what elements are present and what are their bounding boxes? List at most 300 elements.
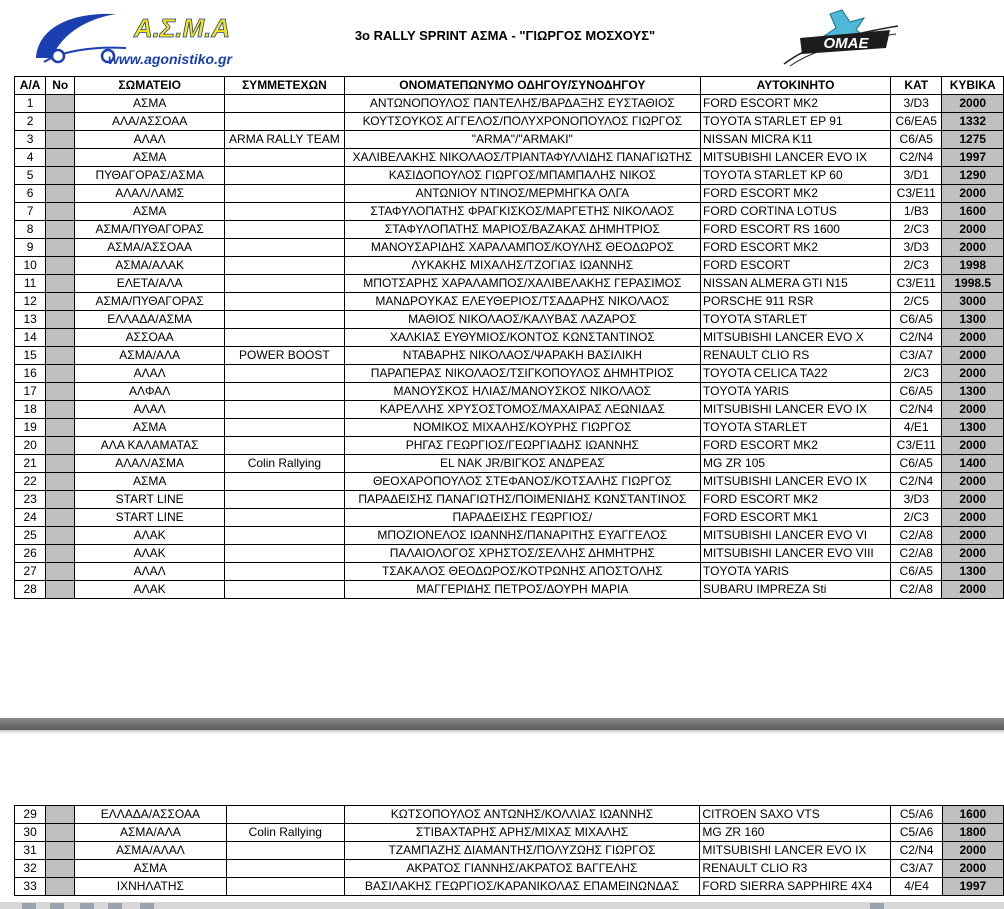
club-cell: ΕΛΕΤΑ/ΑΛΑ: [75, 275, 225, 293]
entry-number-cell: 16: [15, 365, 46, 383]
team-cell: [225, 203, 344, 221]
club-cell: ΑΣΜΑ: [75, 419, 225, 437]
table-row: [15, 806, 1004, 824]
table-row: [15, 509, 1004, 527]
class-cell: 2/C3: [891, 365, 942, 383]
crew-cell: ΘΕΟΧΑΡΟΠΟΥΛΟΣ ΣΤΕΦΑΝΟΣ/ΚΟΤΣΑΛΗΣ ΓΙΩΡΓΟΣ: [344, 473, 700, 491]
taskbar-icon[interactable]: [50, 903, 64, 909]
table-row: [15, 275, 1004, 293]
car-cell: MITSUBISHI LANCER EVO VIII: [701, 545, 891, 563]
entry-number-cell: 5: [15, 167, 46, 185]
club-cell: ΑΛΑΛ: [75, 401, 225, 419]
car-number-cell: [46, 149, 75, 167]
taskbar-icon[interactable]: [870, 903, 884, 909]
class-cell: 2/C3: [891, 221, 942, 239]
cc-cell: 1290: [942, 167, 1004, 185]
cc-cell: 2000: [942, 329, 1004, 347]
col-header-crew: ΟΝΟΜΑΤΕΠΩΝΥΜΟ ΟΔΗΓΟΥ/ΣΥΝΟΔΗΓΟΥ: [344, 77, 700, 95]
car-cell: FORD CORTINA LOTUS: [701, 203, 891, 221]
car-number-cell: [46, 293, 75, 311]
crew-cell: ΜΠΟΖΙΟΝΕΛΟΣ ΙΩΑΝΝΗΣ/ΠΑΝΑΡΙΤΗΣ ΕΥΑΓΓΕΛΟΣ: [344, 527, 700, 545]
table-row: [15, 473, 1004, 491]
team-cell: [226, 878, 344, 896]
entry-number-cell: 29: [15, 806, 46, 824]
table-row: [15, 491, 1004, 509]
table-row: [15, 401, 1004, 419]
car-cell: MITSUBISHI LANCER EVO VI: [701, 527, 891, 545]
entries-table-page2-body: [15, 806, 1004, 896]
crew-cell: ΚΑΣΙΔΟΠΟΥΛΟΣ ΓΙΩΡΓΟΣ/ΜΠΑΜΠΑΛΗΣ ΝΙΚΟΣ: [344, 167, 700, 185]
car-cell: FORD ESCORT MK2: [701, 185, 891, 203]
class-cell: C6/A5: [891, 563, 942, 581]
crew-cell: ΚΑΡΕΛΛΗΣ ΧΡΥΣΟΣΤΟΜΟΣ/ΜΑΧΑΙΡΑΣ ΛΕΩΝΙΔΑΣ: [344, 401, 700, 419]
class-cell: C2/A8: [891, 527, 942, 545]
cc-cell: 1998.5: [942, 275, 1004, 293]
omae-logo: [780, 4, 900, 70]
table-row: [15, 293, 1004, 311]
cc-cell: 2000: [942, 95, 1004, 113]
team-cell: [225, 239, 344, 257]
crew-cell: ΜΑΓΓΕΡΙΔΗΣ ΠΕΤΡΟΣ/ΔΟΥΡΗ ΜΑΡΙΑ: [344, 581, 700, 599]
class-cell: C5/A6: [891, 806, 942, 824]
class-cell: C2/N4: [891, 842, 942, 860]
car-number-cell: [46, 842, 75, 860]
team-cell: [225, 509, 344, 527]
cc-cell: 2000: [942, 473, 1004, 491]
taskbar-icon[interactable]: [80, 903, 94, 909]
crew-cell: ΜΑΘΙΟΣ ΝΙΚΟΛΑΟΣ/ΚΑΛΥΒΑΣ ΛΑΖΑΡΟΣ: [344, 311, 700, 329]
crew-cell: ΠΑΡΑΔΕΙΣΗΣ ΓΕΩΡΓΙΟΣ/: [344, 509, 700, 527]
team-cell: [225, 275, 344, 293]
col-header-club: ΣΩΜΑΤΕΙΟ: [75, 77, 225, 95]
entry-number-cell: 32: [15, 860, 46, 878]
club-cell: ΑΛΑ ΚΑΛΑΜΑΤΑΣ: [75, 437, 225, 455]
team-cell: [225, 437, 344, 455]
entries-table: [14, 76, 1004, 599]
car-cell: FORD ESCORT MK2: [701, 95, 891, 113]
club-cell: ΑΣΜΑ: [74, 860, 226, 878]
entry-number-cell: 20: [15, 437, 46, 455]
club-cell: ΑΣΜΑ/ΑΛΑΛ: [74, 842, 226, 860]
class-cell: 4/E4: [891, 878, 942, 896]
entries-table-body: [15, 95, 1004, 599]
cc-cell: 1275: [942, 131, 1004, 149]
class-cell: 1/B3: [891, 203, 942, 221]
entry-number-cell: 27: [15, 563, 46, 581]
cc-cell: 2000: [942, 842, 1003, 860]
car-cell: FORD ESCORT: [701, 257, 891, 275]
cc-cell: 1300: [942, 419, 1004, 437]
cc-cell: 1600: [942, 806, 1003, 824]
car-number-cell: [46, 419, 75, 437]
car-cell: RENAULT CLIO R3: [700, 860, 891, 878]
crew-cell: ΛΥΚΑΚΗΣ ΜΙΧΑΛΗΣ/ΤΖΟΓΙΑΣ ΙΩΑΝΝΗΣ: [344, 257, 700, 275]
cc-cell: 2000: [942, 365, 1004, 383]
taskbar-icon[interactable]: [140, 903, 154, 909]
team-cell: [225, 365, 344, 383]
crew-cell: ΚΩΤΣΟΠΟΥΛΟΣ ΑΝΤΩΝΗΣ/ΚΟΛΛΙΑΣ ΙΩΑΝΝΗΣ: [344, 806, 700, 824]
car-cell: TOYOTA STARLET: [701, 311, 891, 329]
omae-logo-name: ΟΜΑΕ: [823, 35, 869, 52]
car-cell: RENAULT CLIO RS: [701, 347, 891, 365]
table-row: [15, 185, 1004, 203]
table-row: [15, 842, 1004, 860]
class-cell: C2/A8: [891, 545, 942, 563]
cc-cell: 2000: [942, 401, 1004, 419]
cc-cell: 2000: [942, 221, 1004, 239]
class-cell: C6/A5: [891, 383, 942, 401]
entry-number-cell: 14: [15, 329, 46, 347]
crew-cell: ΤΖΑΜΠΑΖΗΣ ΔΙΑΜΑΝΤΗΣ/ΠΟΛΥΖΩΗΣ ΓΙΩΡΓΟΣ: [344, 842, 700, 860]
club-cell: ΑΛΑΛ: [75, 563, 225, 581]
car-cell: CITROEN SAXO VTS: [700, 806, 891, 824]
cc-cell: 1400: [942, 455, 1004, 473]
car-number-cell: [46, 329, 75, 347]
class-cell: 3/D1: [891, 167, 942, 185]
class-cell: 3/D3: [891, 491, 942, 509]
team-cell: [225, 563, 344, 581]
entry-number-cell: 30: [15, 824, 46, 842]
class-cell: C3/A7: [891, 347, 942, 365]
crew-cell: ΝΤΑΒΑΡΗΣ ΝΙΚΟΛΑΟΣ/ΨΑΡΑΚΗ ΒΑΣΙΛΙΚΗ: [344, 347, 700, 365]
cc-cell: 1998: [942, 257, 1004, 275]
entry-number-cell: 26: [15, 545, 46, 563]
entry-number-cell: 23: [15, 491, 46, 509]
page-separator-shadow: [0, 730, 1004, 734]
crew-cell: ΜΠΟΤΣΑΡΗΣ ΧΑΡΑΛΑΜΠΟΣ/ΧΑΛΙΒΕΛΑΚΗΣ ΓΕΡΑΣΙΜΟΣ: [344, 275, 700, 293]
car-number-cell: [46, 167, 75, 185]
table-row: [15, 113, 1004, 131]
team-cell: Colin Rallying: [225, 455, 344, 473]
crew-cell: ΝΟΜΙΚΟΣ ΜΙΧΑΛΗΣ/ΚΟΥΡΗΣ ΓΙΩΡΓΟΣ: [344, 419, 700, 437]
table-row: [15, 131, 1004, 149]
club-cell: ΑΣΜΑ/ΠΥΘΑΓΟΡΑΣ: [75, 221, 225, 239]
entry-number-cell: 13: [15, 311, 46, 329]
cc-cell: 2000: [942, 527, 1004, 545]
class-cell: 3/D3: [891, 239, 942, 257]
club-cell: ΑΛΑΛ: [75, 365, 225, 383]
club-cell: ΑΛΑΛ: [75, 131, 225, 149]
car-cell: FORD ESCORT MK2: [701, 491, 891, 509]
car-number-cell: [46, 806, 75, 824]
car-number-cell: [46, 383, 75, 401]
crew-cell: ΠΑΡΑΔΕΙΣΗΣ ΠΑΝΑΓΙΩΤΗΣ/ΠΟΙΜΕΝΙΔΗΣ ΚΩΝΣΤΑΝΤΙΝΟΣ: [344, 491, 700, 509]
team-cell: [225, 581, 344, 599]
entry-number-cell: 12: [15, 293, 46, 311]
club-cell: ΑΣΜΑ/ΑΛΑΚ: [75, 257, 225, 275]
cc-cell: 1997: [942, 149, 1004, 167]
car-number-cell: [46, 185, 75, 203]
crew-cell: ΑΝΤΩΝΙΟΥ ΝΤΙΝΟΣ/ΜΕΡΜΗΓΚΑ ΟΛΓΑ: [344, 185, 700, 203]
team-cell: [226, 842, 344, 860]
class-cell: C6/A5: [891, 131, 942, 149]
car-cell: FORD ESCORT MK2: [701, 437, 891, 455]
crew-cell: ΒΑΣΙΛΑΚΗΣ ΓΕΩΡΓΙΟΣ/ΚΑΡΑΝΙΚΟΛΑΣ ΕΠΑΜΕΙΝΩΝΔΑΣ: [344, 878, 700, 896]
table-row: [15, 563, 1004, 581]
entry-number-cell: 18: [15, 401, 46, 419]
class-cell: 3/D3: [891, 95, 942, 113]
team-cell: ARMA RALLY TEAM: [225, 131, 344, 149]
taskbar-icon[interactable]: [22, 903, 36, 909]
club-cell: ΑΣΜΑ/ΠΥΘΑΓΟΡΑΣ: [75, 293, 225, 311]
entry-number-cell: 10: [15, 257, 46, 275]
crew-cell: ΠΑΛΑΙΟΛΟΓΟΣ ΧΡΗΣΤΟΣ/ΣΕΛΛΗΣ ΔΗΜΗΤΡΗΣ: [344, 545, 700, 563]
car-number-cell: [46, 95, 75, 113]
col-header-car: ΑΥΤΟΚΙΝΗΤΟ: [701, 77, 891, 95]
entry-number-cell: 25: [15, 527, 46, 545]
team-cell: [225, 545, 344, 563]
team-cell: [225, 527, 344, 545]
table-row: [15, 527, 1004, 545]
club-cell: ΑΣΜΑ: [75, 95, 225, 113]
car-number-cell: [46, 860, 75, 878]
cc-cell: 2000: [942, 860, 1003, 878]
club-cell: ΙΧΝΗΛΑΤΗΣ: [74, 878, 226, 896]
class-cell: C2/A8: [891, 581, 942, 599]
entry-number-cell: 7: [15, 203, 46, 221]
car-number-cell: [46, 473, 75, 491]
cc-cell: 1300: [942, 311, 1004, 329]
class-cell: C2/N4: [891, 149, 942, 167]
car-number-cell: [46, 113, 75, 131]
car-number-cell: [46, 365, 75, 383]
table-row: [15, 419, 1004, 437]
car-cell: MG ZR 105: [701, 455, 891, 473]
cc-cell: 1800: [942, 824, 1003, 842]
table-row: [15, 239, 1004, 257]
team-cell: [225, 221, 344, 239]
car-number-cell: [46, 491, 75, 509]
col-header-team: ΣΥΜΜΕΤΕΧΩΝ: [225, 77, 344, 95]
entry-number-cell: 24: [15, 509, 46, 527]
car-number-cell: [46, 311, 75, 329]
car-number-cell: [46, 563, 75, 581]
car-number-cell: [46, 581, 75, 599]
car-cell: TOYOTA YARIS: [701, 563, 891, 581]
crew-cell: EL NAK JR/ΒΙΓΚΟΣ ΑΝΔΡΕΑΣ: [344, 455, 700, 473]
cc-cell: 1997: [942, 878, 1003, 896]
team-cell: [225, 329, 344, 347]
class-cell: 4/E1: [891, 419, 942, 437]
team-cell: [225, 419, 344, 437]
table-row: [15, 383, 1004, 401]
car-number-cell: [46, 203, 75, 221]
class-cell: C2/N4: [891, 473, 942, 491]
document-header: [0, 0, 1004, 76]
team-cell: [225, 95, 344, 113]
entry-number-cell: 19: [15, 419, 46, 437]
car-cell: FORD ESCORT MK1: [701, 509, 891, 527]
team-cell: [225, 401, 344, 419]
car-cell: MITSUBISHI LANCER EVO IX: [701, 149, 891, 167]
cc-cell: 2000: [942, 437, 1004, 455]
car-number-cell: [46, 545, 75, 563]
crew-cell: ΧΑΛΚΙΑΣ ΕΥΘΥΜΙΟΣ/ΚΟΝΤΟΣ ΚΩΝΣΤΑΝΤΙΝΟΣ: [344, 329, 700, 347]
car-number-cell: [46, 878, 75, 896]
class-cell: C3/E11: [891, 185, 942, 203]
table-row: [15, 257, 1004, 275]
car-number-cell: [46, 221, 75, 239]
team-cell: [225, 383, 344, 401]
table-row: [15, 878, 1004, 896]
crew-cell: ΜΑΝΟΥΣΑΡΙΔΗΣ ΧΑΡΑΛΑΜΠΟΣ/ΚΟΥΛΗΣ ΘΕΟΔΩΡΟΣ: [344, 239, 700, 257]
entry-number-cell: 21: [15, 455, 46, 473]
team-cell: [225, 113, 344, 131]
cc-cell: 2000: [942, 239, 1004, 257]
class-cell: C6/EA5: [891, 113, 942, 131]
class-cell: 2/C3: [891, 257, 942, 275]
cc-cell: 1332: [942, 113, 1004, 131]
car-cell: TOYOTA YARIS: [701, 383, 891, 401]
car-number-cell: [46, 131, 75, 149]
table-row: [15, 455, 1004, 473]
table-row: [15, 203, 1004, 221]
car-number-cell: [46, 437, 75, 455]
asma-logo-url: www.agonistiko.gr: [108, 51, 232, 67]
table-row: [15, 95, 1004, 113]
crew-cell: ΣΤΑΦΥΛΟΠΑΤΗΣ ΦΡΑΓΚΙΣΚΟΣ/ΜΑΡΓΕΤΗΣ ΝΙΚΟΛΑΟΣ: [344, 203, 700, 221]
class-cell: C3/E11: [891, 437, 942, 455]
car-cell: FORD ESCORT RS 1600: [701, 221, 891, 239]
club-cell: ΑΣΜΑ: [75, 203, 225, 221]
car-cell: SUBARU IMPREZA Sti: [701, 581, 891, 599]
crew-cell: ΣΤΙΒΑΧΤΑΡΗΣ ΑΡΗΣ/ΜΙΧΑΣ ΜΙΧΑΛΗΣ: [344, 824, 700, 842]
car-cell: NISSAN ALMERA GTI N15: [701, 275, 891, 293]
class-cell: C3/A7: [891, 860, 942, 878]
club-cell: ΑΛΑΚ: [75, 581, 225, 599]
asma-logo-name: Α.Σ.Μ.Α: [133, 13, 231, 43]
car-cell: TOYOTA STARLET KP 60: [701, 167, 891, 185]
car-number-cell: [46, 509, 75, 527]
cc-cell: 2000: [942, 509, 1004, 527]
club-cell: ΑΛΑΛ/ΛΑΜΣ: [75, 185, 225, 203]
entries-table-page2: [14, 805, 1004, 896]
table-row: [15, 365, 1004, 383]
crew-cell: ΑΝΤΩΝΟΠΟΥΛΟΣ ΠΑΝΤΕΛΗΣ/ΒΑΡΔΑΞΗΣ ΕΥΣΤΑΘΙΟΣ: [344, 95, 700, 113]
class-cell: C5/A6: [891, 824, 942, 842]
taskbar-strip: [0, 902, 1004, 909]
table-row: [15, 581, 1004, 599]
col-header-cc: ΚΥΒΙΚΑ: [942, 77, 1004, 95]
entry-number-cell: 15: [15, 347, 46, 365]
team-cell: Colin Rallying: [226, 824, 344, 842]
crew-cell: ΜΑΝΟΥΣΚΟΣ ΗΛΙΑΣ/ΜΑΝΟΥΣΚΟΣ ΝΙΚΟΛΑΟΣ: [344, 383, 700, 401]
team-cell: [225, 257, 344, 275]
club-cell: ΠΥΘΑΓΟΡΑΣ/ΑΣΜΑ: [75, 167, 225, 185]
entry-number-cell: 17: [15, 383, 46, 401]
crew-cell: "ARMA"/"ARMAKI": [344, 131, 700, 149]
crew-cell: ΧΑΛΙΒΕΛΑΚΗΣ ΝΙΚΟΛΑΟΣ/ΤΡΙΑΝΤΑΦΥΛΛΙΔΗΣ ΠΑΝΑΓΙΩΤΗΣ: [344, 149, 700, 167]
team-cell: [225, 473, 344, 491]
cc-cell: 1300: [942, 563, 1004, 581]
crew-cell: ΣΤΑΦΥΛΟΠΑΤΗΣ ΜΑΡΙΟΣ/ΒΑΖΑΚΑΣ ΔΗΜΗΤΡΙΟΣ: [344, 221, 700, 239]
table-row: [15, 347, 1004, 365]
col-header-aa: Α/Α: [15, 77, 46, 95]
club-cell: START LINE: [75, 491, 225, 509]
entry-number-cell: 2: [15, 113, 46, 131]
car-cell: FORD SIERRA SAPPHIRE 4X4: [700, 878, 891, 896]
team-cell: [226, 806, 344, 824]
car-number-cell: [46, 401, 75, 419]
class-cell: C2/N4: [891, 329, 942, 347]
team-cell: [225, 149, 344, 167]
team-cell: POWER BOOST: [225, 347, 344, 365]
club-cell: ΑΛΦΑΛ: [75, 383, 225, 401]
club-cell: ΑΛΑΚ: [75, 545, 225, 563]
club-cell: ΕΛΛΑΔΑ/ΑΣΜΑ: [75, 311, 225, 329]
car-cell: TOYOTA STARLET: [701, 419, 891, 437]
car-cell: MG ZR 160: [700, 824, 891, 842]
page-separator: [0, 718, 1004, 730]
entry-number-cell: 28: [15, 581, 46, 599]
class-cell: 2/C3: [891, 509, 942, 527]
club-cell: ΕΛΛΑΔΑ/ΑΣΣΟΑΑ: [74, 806, 226, 824]
team-cell: [225, 185, 344, 203]
team-cell: [225, 167, 344, 185]
entry-number-cell: 6: [15, 185, 46, 203]
crew-cell: ΑΚΡΑΤΟΣ ΓΙΑΝΝΗΣ/ΑΚΡΑΤΟΣ ΒΑΓΓΕΛΗΣ: [344, 860, 700, 878]
car-number-cell: [46, 275, 75, 293]
team-cell: [225, 491, 344, 509]
entry-number-cell: 4: [15, 149, 46, 167]
club-cell: ΑΣΣΟΑΑ: [75, 329, 225, 347]
class-cell: C3/E11: [891, 275, 942, 293]
table-row: [15, 167, 1004, 185]
entry-number-cell: 22: [15, 473, 46, 491]
club-cell: ΑΣΜΑ: [75, 149, 225, 167]
table-row: [15, 437, 1004, 455]
class-cell: C2/N4: [891, 401, 942, 419]
entry-number-cell: 1: [15, 95, 46, 113]
entry-number-cell: 31: [15, 842, 46, 860]
entry-number-cell: 8: [15, 221, 46, 239]
car-number-cell: [46, 824, 75, 842]
cc-cell: 2000: [942, 581, 1004, 599]
class-cell: 2/C5: [891, 293, 942, 311]
club-cell: ΑΣΜΑ/ΑΛΑ: [74, 824, 226, 842]
table-row: [15, 860, 1004, 878]
team-cell: [225, 311, 344, 329]
table-header-row: [15, 77, 1004, 95]
cc-cell: 3000: [942, 293, 1004, 311]
club-cell: ΑΣΜΑ: [75, 473, 225, 491]
car-cell: NISSAN MICRA K11: [701, 131, 891, 149]
car-cell: MITSUBISHI LANCER EVO IX: [701, 473, 891, 491]
class-cell: C6/A5: [891, 455, 942, 473]
car-cell: TOYOTA CELICA TA22: [701, 365, 891, 383]
car-number-cell: [46, 455, 75, 473]
table-row: [15, 221, 1004, 239]
team-cell: [226, 860, 344, 878]
table-row: [15, 824, 1004, 842]
asma-logo: [30, 6, 260, 72]
table-row: [15, 149, 1004, 167]
crew-cell: ΠΑΡΑΠΕΡΑΣ ΝΙΚΟΛΑΟΣ/ΤΣΙΓΚΟΠΟΥΛΟΣ ΔΗΜΗΤΡΙΟΣ: [344, 365, 700, 383]
table-row: [15, 311, 1004, 329]
taskbar-icon[interactable]: [108, 903, 122, 909]
cc-cell: 1600: [942, 203, 1004, 221]
car-cell: MITSUBISHI LANCER EVO IX: [700, 842, 891, 860]
entry-number-cell: 9: [15, 239, 46, 257]
club-cell: ΑΛΑΛ/ΑΣΜΑ: [75, 455, 225, 473]
entry-number-cell: 11: [15, 275, 46, 293]
cc-cell: 2000: [942, 491, 1004, 509]
car-number-cell: [46, 527, 75, 545]
car-cell: MITSUBISHI LANCER EVO X: [701, 329, 891, 347]
col-header-no: No: [46, 77, 75, 95]
crew-cell: ΚΟΥΤΣΟΥΚΟΣ ΑΓΓΕΛΟΣ/ΠΟΛΥΧΡΟΝΟΠΟΥΛΟΣ ΓΙΩΡΓΟΣ: [344, 113, 700, 131]
document-title: 3o RALLY SPRINT ΑΣΜΑ - "ΓΙΩΡΓΟΣ ΜΟΣΧΟΥΣ": [354, 28, 656, 43]
